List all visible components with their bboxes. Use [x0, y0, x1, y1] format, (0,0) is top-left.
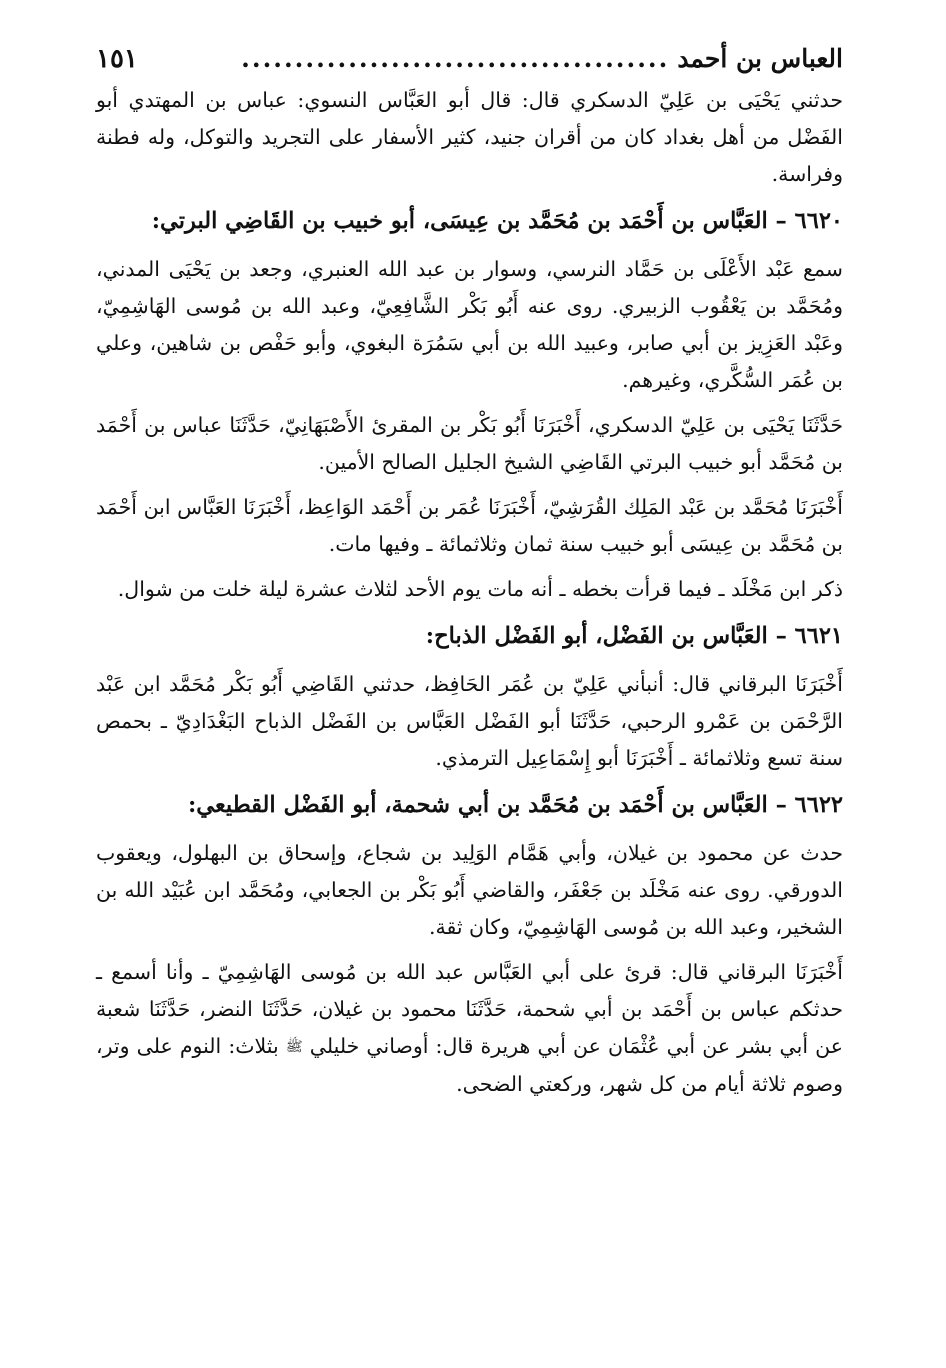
entry-heading-6621: [96, 616, 843, 656]
hadith-text-end: بثلاث: النوم على وتر، وصوم ثلاثة أيام من كل شهر، وركعتي الضحى.: [96, 1034, 843, 1096]
running-title: العباس بن أحمد: [677, 44, 843, 73]
running-header: [96, 40, 843, 78]
entry-number: ٦٦٢١: [794, 623, 843, 649]
salutation-mark: ﷺ: [285, 1039, 303, 1055]
paragraph-hadith: [96, 954, 843, 1103]
entry-number: ٦٦٢٢: [794, 792, 843, 818]
entry-title-text: – العَبَّاس بن أَحْمَد بن مُحَمَّد بن عِيسَى، أبو خبيب بن القَاضِي البرتي:: [151, 208, 795, 234]
entry-heading-6620: [96, 201, 843, 241]
paragraph-narrators: سمع عَبْد الأَعْلَى بن حَمَّاد النرسي، وسوار بن عبد الله العنبري، وجعد بن يَحْيَى المدني، ومُحَمَّد بن يَعْقُوب الزبيري. روى عنه أَبُو بَكْر الشَّافِعِيّ، وعبد الله بن مُوسى الهَاشِمِيّ، وعَبْد العَزِيز بن أبي صابر، وعبيد الله بن أبي سَمُرَة البغوي، وأبو حَفْص بن شاهين، وعلي بن عُمَر السُّكَّري، وغيرهم.: [96, 257, 843, 392]
paragraph-intro: حدثني يَحْيَى بن عَلِيّ الدسكري قال: قال أبو العَبَّاس النسوي: عباس بن المهتدي أبو الفَضْل من أهل بغداد كان من أقران جنيد، كثير الأسفار على التجريد والتوكل، وله فطنة وفراسة.: [96, 88, 843, 186]
entry-heading-6622: [96, 785, 843, 825]
entry-title-text: – العَبَّاس بن أَحْمَد بن مُحَمَّد بن أبي شحمة، أبو الفَضْل القطيعي:: [187, 792, 795, 818]
paragraph-narrators-2: حدث عن محمود بن غيلان، وأبي هَمَّام الوَلِيد بن شجاع، وإسحاق بن البهلول، ويعقوب الدورقي. روى عنه مَخْلَد بن جَعْفَر، والقاضي أَبُو بَكْر بن الجعابي، ومُحَمَّد ابن عُبَيْد الله بن الشخير، وعبد الله بن مُوسى الهَاشِمِيّ، وكان ثقة.: [96, 841, 843, 939]
paragraph-chain-1: حَدَّثَنَا يَحْيَى بن عَلِيّ الدسكري، أَخْبَرَنَا أَبُو بَكْر بن المقرئ الأَصْبَهَانِيّ، حَدَّثَنَا عباس بن أَحْمَد بن مُحَمَّد أبو خبيب البرتي القَاضِي الشيخ الجليل الصالح الأمين.: [96, 413, 843, 474]
hadith-text: أَخْبَرَنَا البرقاني قال: قرئ على أبي العَبَّاس عبد الله بن مُوسى الهَاشِمِيّ ـ وأنا أسمع ـ حدثكم عباس بن أَحْمَد بن أبي شحمة، حَدَّثَنَا محمود بن غيلان، حَدَّثَنَا النضر، حَدَّثَنَا شعبة عن أبي بشر عن أبي عُثْمَان عن أبي هريرة قال: أوصاني خليلي: [96, 960, 843, 1058]
paragraph-death-note: ذكر ابن مَخْلَد ـ فيما قرأت بخطه ـ أنه مات يوم الأحد لثلاث عشرة ليلة خلت من شوال.: [117, 577, 843, 601]
page-number: ١٥١: [96, 44, 138, 74]
paragraph-chain-2: أَخْبَرَنَا مُحَمَّد بن عَبْد المَلِك القُرَشِيّ، أَخْبَرَنَا عُمَر بن أَحْمَد الوَاعِظ، أَخْبَرَنَا العَبَّاس ابن أَحْمَد بن مُحَمَّد بن عِيسَى أبو خبيب سنة ثمان وثلاثمائة ـ وفيها مات.: [96, 495, 843, 556]
entry-title-text: – العَبَّاس بن الفَضْل، أبو الفَضْل الذباح:: [425, 623, 795, 649]
entry-number: ٦٦٢٠: [794, 208, 843, 234]
leader-dots: ........................................: [241, 44, 670, 73]
paragraph-chain-3: أَخْبَرَنَا البرقاني قال: أنبأني عَلِيّ بن عُمَر الحَافِظ، حدثني القَاضِي أَبُو بَكْر مُحَمَّد ابن عَبْد الرَّحْمَن بن عَمْرو الرحبي، حَدَّثَنَا أبو الفَضْل العَبَّاس بن الفَضْل الذباح البَغْدَادِيّ ـ بحمص سنة تسع وثلاثمائة ـ أَخْبَرَنَا أبو إِسْمَاعِيل الترمذي.: [96, 672, 844, 770]
